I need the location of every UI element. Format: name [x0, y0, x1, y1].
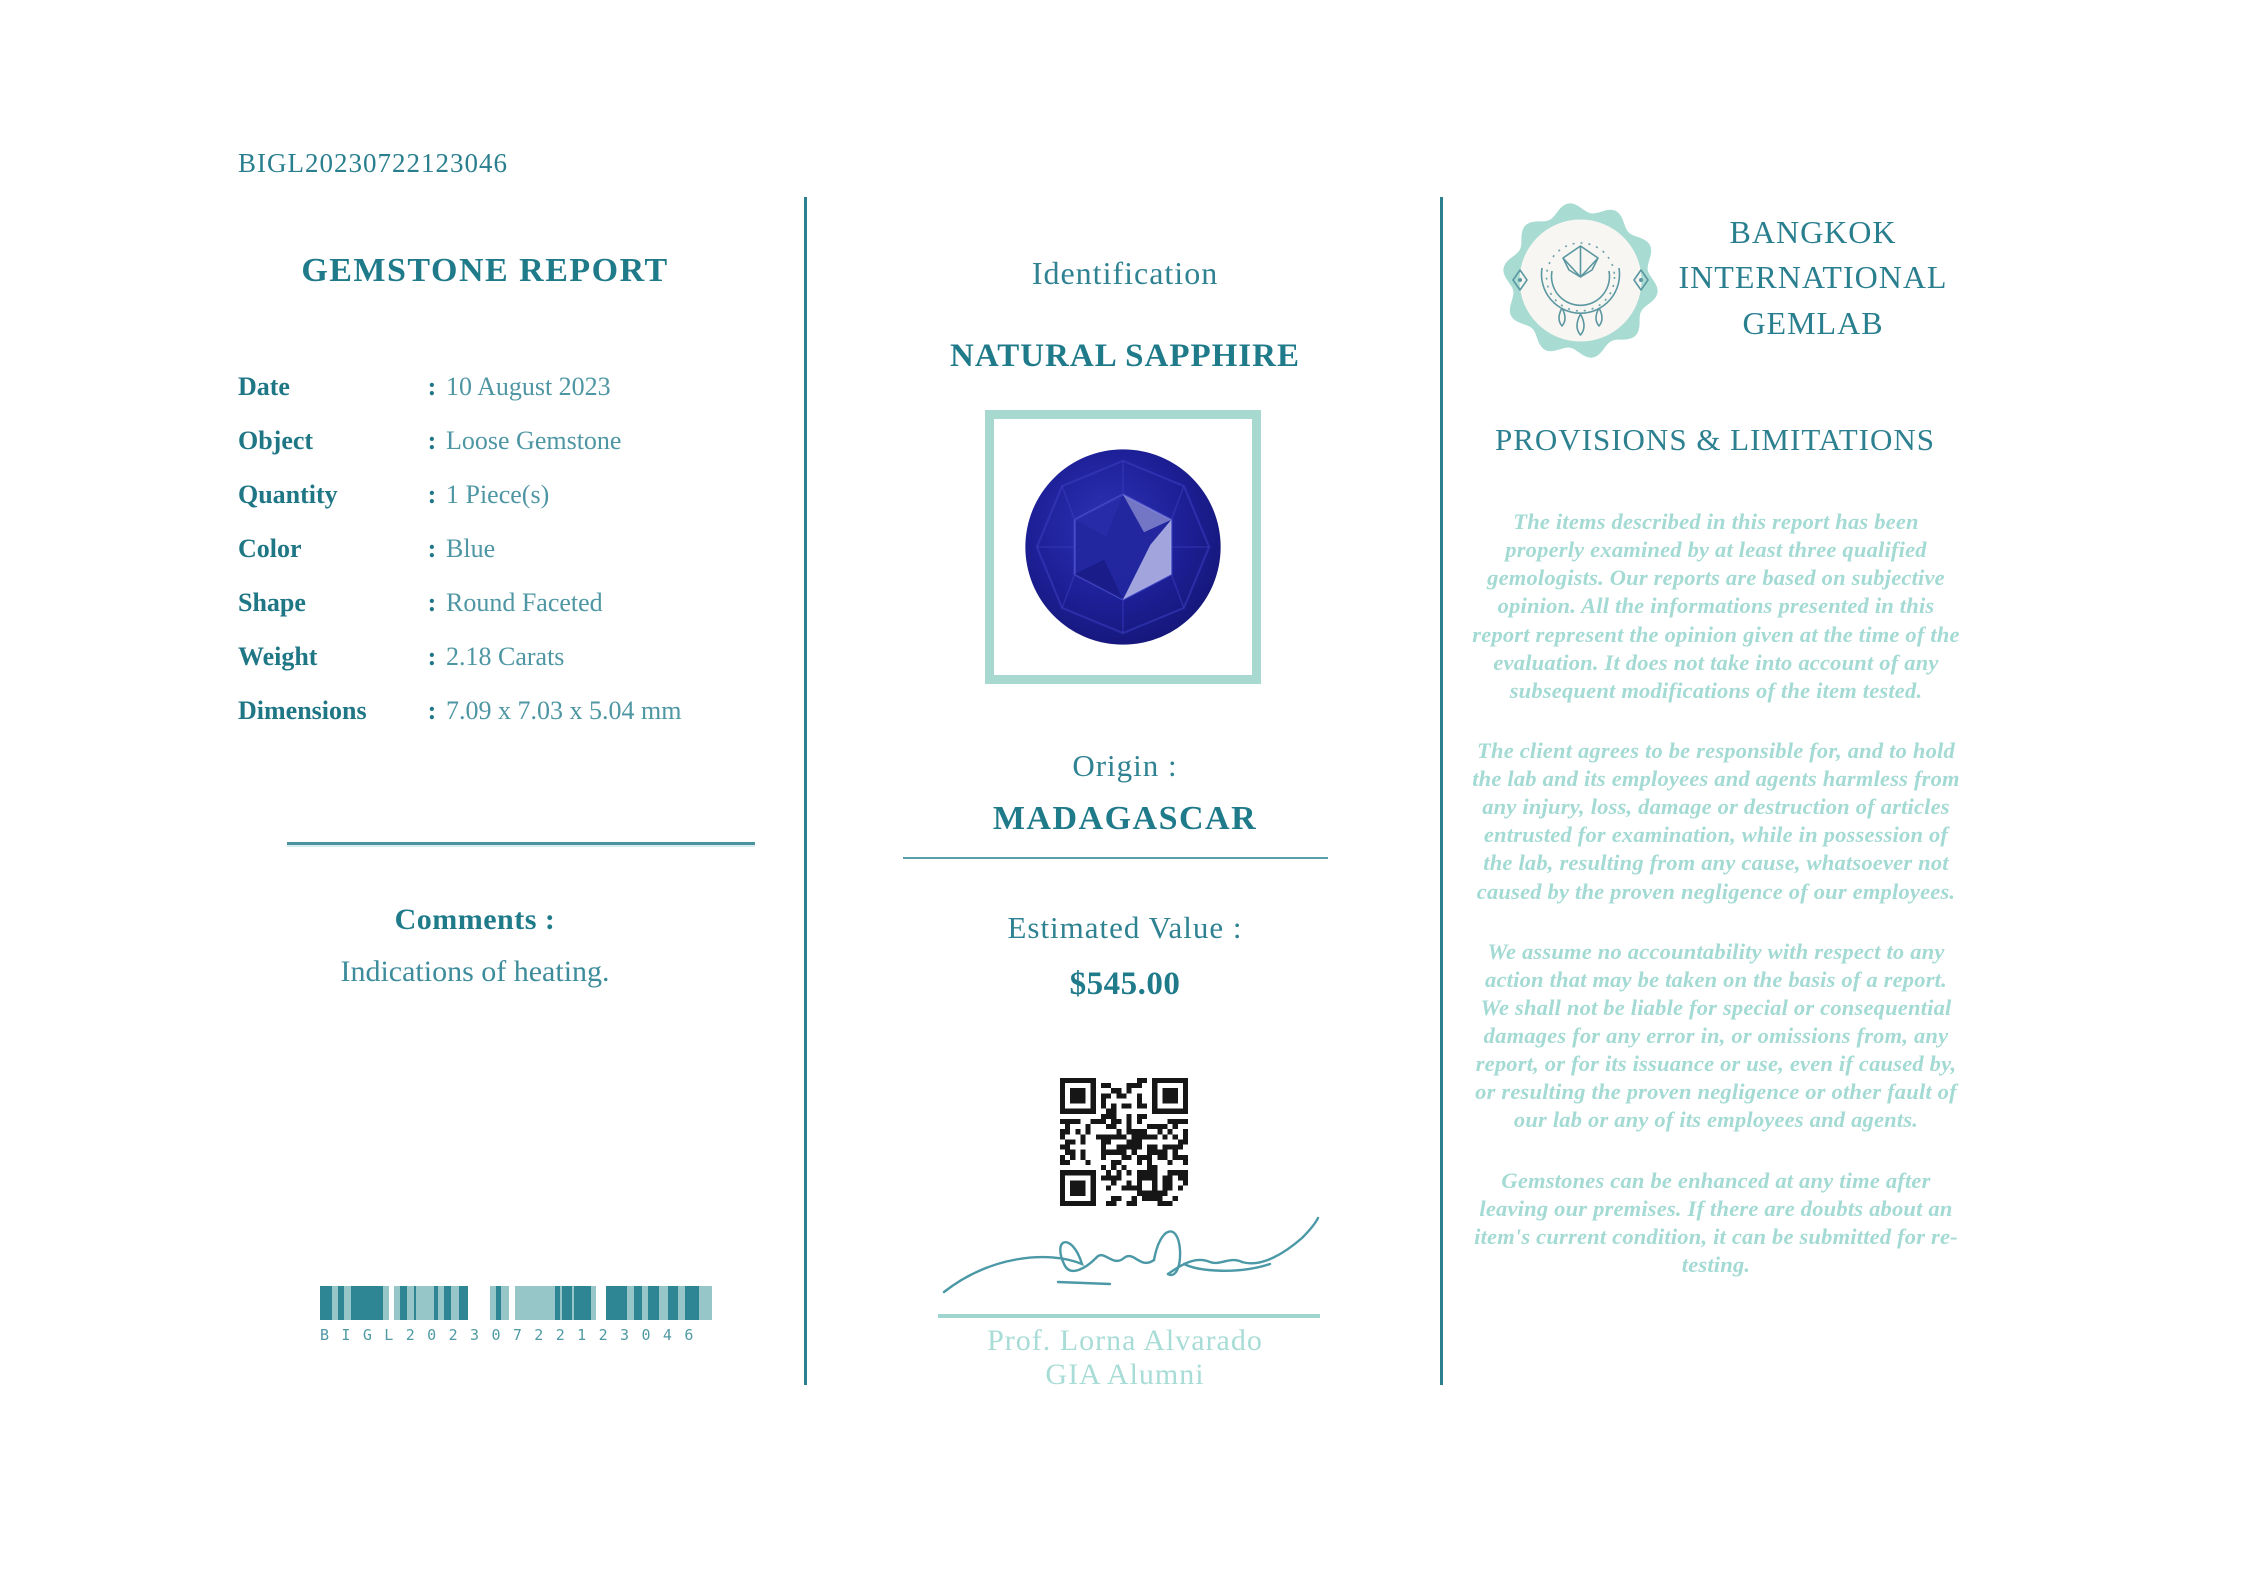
- field-value: 7.09 x 7.03 x 5.04 mm: [446, 696, 682, 725]
- estimated-value-label: Estimated Value :: [1007, 910, 1243, 945]
- report-title: GEMSTONE REPORT: [301, 252, 669, 289]
- field-label: Quantity: [238, 480, 338, 509]
- field-label: Object: [238, 426, 314, 455]
- field-colon: :: [427, 480, 437, 509]
- provision-paragraph: The client agrees to be responsible for, and to hold the lab and its employees and agents harmless from any injury, loss, damage or destruction of articles entrusted for examination, while in possession of the lab, resulting from any cause, whatsoever not caused by the proven negligence of our employees.: [1472, 737, 1960, 904]
- gemlab-logo: [1498, 198, 1663, 363]
- field-colon: :: [427, 696, 437, 725]
- field-row-shape: [238, 588, 758, 642]
- field-label: Color: [238, 534, 302, 563]
- field-row-weight: [238, 642, 758, 696]
- estimated-value-amount: $545.00: [1069, 966, 1181, 1002]
- field-value: Loose Gemstone: [446, 426, 622, 455]
- field-colon: :: [427, 534, 437, 563]
- report-fields: [238, 372, 758, 750]
- field-label: Dimensions: [238, 696, 367, 725]
- barcode-bars: [320, 1286, 712, 1320]
- signatory-title: GIA Alumni: [1045, 1358, 1205, 1391]
- provision-paragraph: The items described in this report has been properly examined by at least three qualified gemologists. Our reports are based on subjective opinion. All the informations presented in this report represent the opinion given at the time of the evaluation. It does not take into account of any subsequent modifications of the item tested.: [1472, 509, 1960, 703]
- field-value: 2.18 Carats: [446, 642, 565, 671]
- barcode-text: BIGL20230722123046: [320, 1326, 706, 1344]
- comments-value: Indications of heating.: [340, 955, 610, 988]
- qr-code: [1060, 1076, 1188, 1208]
- field-label: Shape: [238, 588, 306, 617]
- report-number: BIGL20230722123046: [238, 148, 508, 178]
- field-value: Blue: [446, 534, 496, 563]
- species-name: NATURAL SAPPHIRE: [949, 338, 1300, 374]
- provisions-text: [1472, 508, 1960, 1311]
- field-value: 1 Piece(s): [446, 480, 550, 509]
- field-value: 10 August 2023: [446, 372, 611, 401]
- provision-paragraph: Gemstones can be enhanced at any time after leaving our premises. If there are doubts about an item's current condition, it can be submitted for re-testing.: [1474, 1167, 1958, 1277]
- identification-heading: Identification: [1031, 255, 1219, 291]
- field-colon: :: [427, 642, 437, 671]
- field-row-object: [238, 426, 758, 480]
- field-row-dimensions: [238, 696, 758, 750]
- field-label: Date: [238, 372, 290, 401]
- comments-label: Comments :: [394, 903, 556, 936]
- provision-paragraph: We assume no accountability with respect to any action that may be taken on the basis of a report. We shall not be liable for special or consequential damages for any error in, or omissions from, any report, or for its issuance or use, even if caused by, or resulting the proven negligence or other fault of our lab or any of its employees and agents.: [1475, 938, 1957, 1133]
- middle-column-divider: [903, 857, 1328, 859]
- field-value: Round Faceted: [446, 588, 603, 617]
- gemstone-photo-frame: [985, 410, 1261, 684]
- signatory-name: Prof. Lorna Alvarado: [987, 1324, 1263, 1357]
- field-row-quantity: [238, 480, 758, 534]
- sapphire-image: [1018, 442, 1228, 652]
- field-colon: :: [427, 372, 437, 401]
- column-divider-right: [1440, 197, 1443, 1385]
- origin-value: MADAGASCAR: [992, 800, 1258, 837]
- field-colon: :: [427, 426, 437, 455]
- provisions-heading: PROVISIONS & LIMITATIONS: [1494, 422, 1936, 457]
- field-row-color: [238, 534, 758, 588]
- origin-label: Origin :: [1072, 748, 1178, 783]
- barcode: [320, 1286, 712, 1344]
- column-divider-left: [804, 197, 807, 1385]
- lab-name: BANGKOK INTERNATIONAL GEMLAB: [1678, 214, 1948, 341]
- signature-script: [940, 1212, 1320, 1314]
- field-row-date: [238, 372, 758, 426]
- left-column-divider: [287, 842, 755, 847]
- field-label: Weight: [238, 642, 318, 671]
- field-colon: :: [427, 588, 437, 617]
- signature-underline: [938, 1314, 1320, 1318]
